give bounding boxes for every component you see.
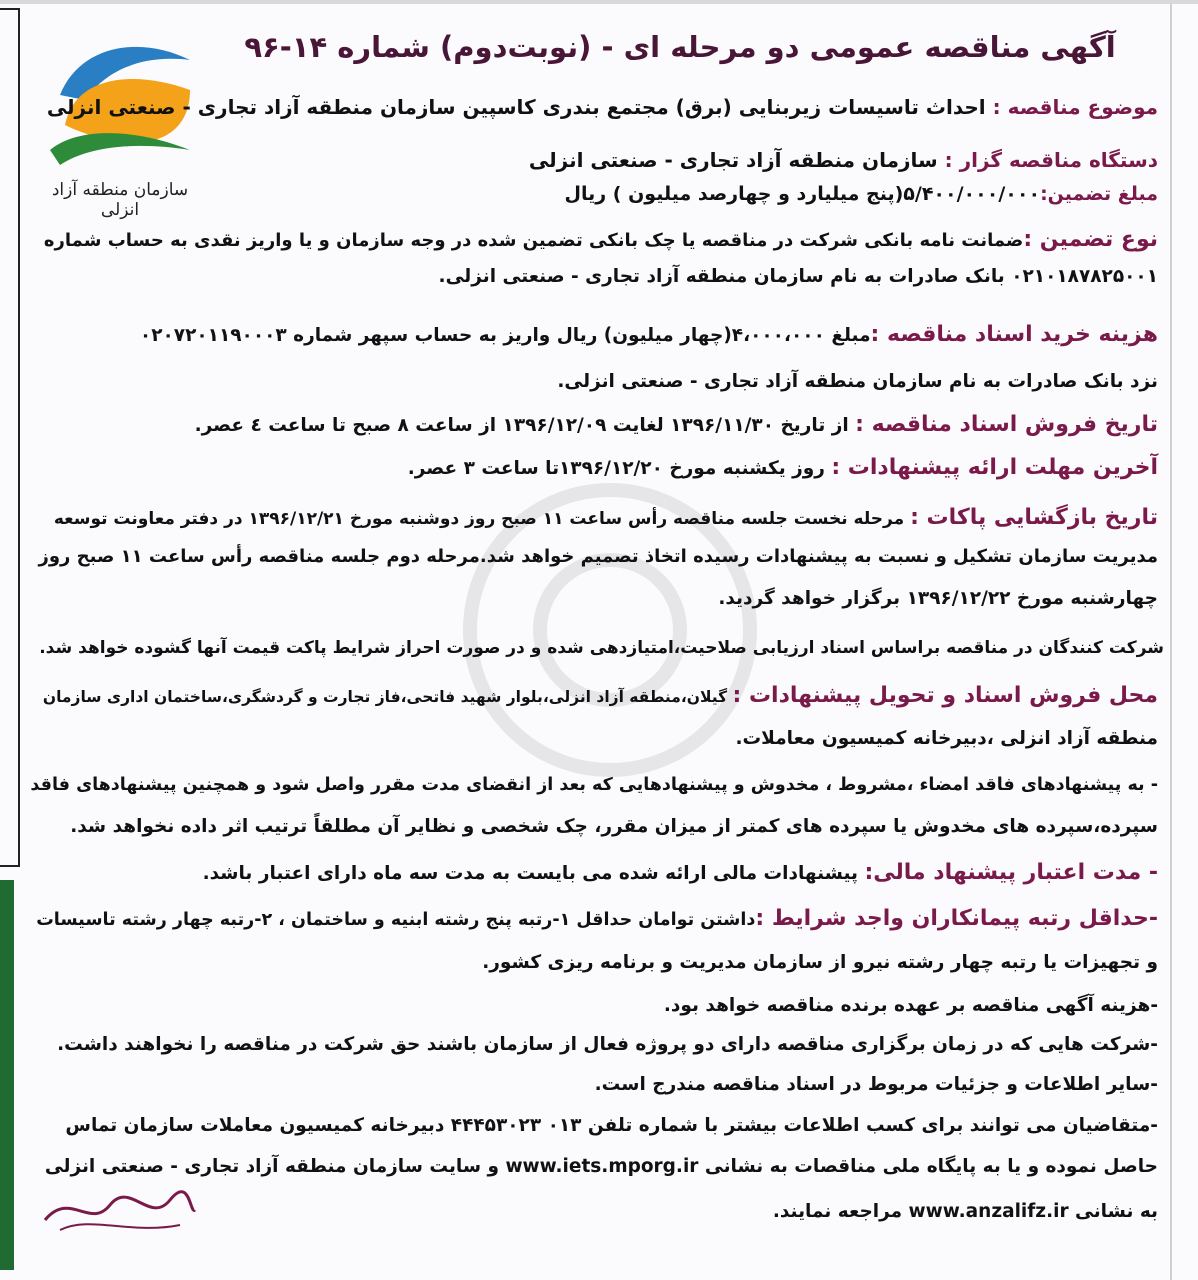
field-text: نزد بانک صادرات به نام سازمان منطقه آزاد تجاری - صنعتی انزلی. <box>557 371 1158 392</box>
text-line <box>140 322 1158 347</box>
text-line <box>36 906 1158 931</box>
field-text: منطقه آزاد انزلی ،دبیرخانه کمیسیون معاملات. <box>735 728 1158 749</box>
field-text: احداث تاسیسات زیربنایی (برق) مجتمع بندری کاسپین سازمان منطقه آزاد تجاری - صنعتی انزلی <box>46 95 993 119</box>
top-border <box>0 0 1198 4</box>
text-line <box>54 505 1158 530</box>
page-title: آگهی مناقصه عمومی دو مرحله ای - (نوبت‌دوم) شماره ۱۴-۹۶ <box>244 30 1116 64</box>
field-text: ۵/۴۰۰/۰۰۰/۰۰۰(پنج میلیارد و چهارصد میلیون ) ریال <box>564 183 1041 205</box>
field-text: مرحله نخست جلسه مناقصه رأس ساعت ۱۱ صبح روز دوشنبه مورخ ۱۳۹۶/۱۲/۲۱ در دفتر معاونت توسعه <box>53 509 911 529</box>
field-text: داشتن توامان حداقل ۱-رتبه پنج رشته ابنیه و ساختمان ، ۲-رتبه چهار رشته تاسیسات <box>36 910 756 930</box>
field-text: -سایر اطلاعات و جزئیات مربوط در اسناد مناقصه مندرج است. <box>594 1074 1158 1095</box>
field-text: مبلغ ۴،۰۰۰،۰۰۰(چهار میلیون) ریال واریز به حساب سپهر شماره ۰۲۰۷۲۰۱۱۹۰۰۰۳ <box>139 325 871 346</box>
field-text: مدیریت سازمان تشکیل و نسبت به پیشنهادات رسیده اتخاذ تصمیم خواهد شد.مرحله دوم جلسه مناقصه رأس ساعت ۱۱ صبح روز <box>38 546 1158 567</box>
field-label: نوع تضمین : <box>1023 227 1158 252</box>
logo-text: سازمان منطقه آزاد انزلی <box>51 180 189 220</box>
left-frame <box>0 8 20 867</box>
field-text: و تجهیزات یا رتبه چهار رشته نیرو از سازمان مدیریت و برنامه ریزی کشور. <box>482 952 1158 973</box>
field-text: -متقاضیان می توانند برای کسب اطلاعات بیشتر با شماره تلفن ۰۱۳ ۴۴۴۵۳۰۲۳ دبیرخانه کمیسیون معاملات سازمان تماس <box>65 1115 1158 1136</box>
text-line <box>557 371 1158 392</box>
field-text: از تاریخ ۱۳۹۶/۱۱/۳۰ لغایت ۱۳۹۶/۱۲/۰۹ از ساعت ۸ صبح تا ساعت ٤ عصر. <box>194 415 856 436</box>
signature-stamp <box>40 1180 200 1240</box>
text-line <box>45 1156 1158 1177</box>
field-text: روز یکشنبه مورخ ۱۳۹۶/۱۲/۲۰تا ساعت ۳ عصر. <box>407 458 832 479</box>
field-text: شرکت کنندگان در مناقصه براساس اسناد ارزیابی صلاحیت،امتیازدهی شده و در صورت احراز شرایط پاکت قیمت آنها گشوده خواهد شد. <box>39 638 1164 658</box>
field-text: حاصل نموده و یا به پایگاه ملی مناقصات به نشانی www.iets.mporg.ir و سایت سازمان منطقه آزاد تجاری - صنعتی انزلی <box>44 1156 1158 1177</box>
field-text: پیشنهادات مالی ارائه شده می بایست به مدت سه ماه دارای اعتبار باشد. <box>202 863 865 884</box>
field-label: محل فروش اسناد و تحویل پیشنهادات : <box>732 683 1158 708</box>
field-text: به نشانی www.anzalifz.ir مراجعه نمایند. <box>772 1201 1158 1222</box>
field-text: - به پیشنهادهای فاقد امضاء ،مشروط ، مخدوش و پیشنهادهایی که بعد از انقضای مدت مقرر واصل شود و همچنین پیشنهادهای فاقد <box>30 775 1158 795</box>
field-text: سپرده،سپرده های مخدوش یا سپرده های کمتر از میزان مقرر، چک شخصی و نظایر آن مطلقاً ترتیب اثر داده نخواهد شد. <box>70 816 1158 837</box>
text-line <box>529 148 1158 172</box>
text-line <box>736 728 1158 749</box>
text-line <box>70 816 1158 837</box>
text-line <box>439 266 1158 287</box>
text-line <box>195 412 1158 437</box>
field-label: مبلغ تضمین: <box>1040 183 1158 205</box>
text-line <box>773 1201 1158 1222</box>
organization-logo <box>40 30 200 220</box>
field-text: -هزینه آگهی مناقصه بر عهده برنده مناقصه خواهد بود. <box>663 995 1158 1016</box>
text-line <box>595 1074 1158 1095</box>
text-line <box>65 1115 1158 1136</box>
text-line <box>44 227 1158 252</box>
field-label: - مدت اعتبار پیشنهاد مالی: <box>864 860 1158 885</box>
text-line <box>57 1034 1158 1055</box>
field-text: سازمان منطقه آزاد تجاری - صنعتی انزلی <box>528 148 945 172</box>
field-text: ضمانت نامه بانکی شرکت در مناقصه یا چک بانکی تضمین شده در وجه سازمان و یا واریز نقدی به حساب شماره <box>43 230 1024 251</box>
field-text: گیلان،منطقه آزاد انزلی،بلوار شهید فاتحی،فاز تجارت و گردشگری،ساختمان اداری سازمان <box>42 688 733 706</box>
text-line <box>564 183 1158 205</box>
field-text: -شرکت هایی که در زمان برگزاری مناقصه دارای دو پروژه فعال از سازمان باشند حق شرکت در مناقصه را نخواهند داشت. <box>57 1034 1158 1055</box>
field-label: هزینه خرید اسناد مناقصه : <box>870 322 1158 347</box>
right-border <box>1170 4 1172 1280</box>
field-label: -حداقل رتبه پیمانکاران واجد شرایط : <box>755 906 1158 931</box>
text-line <box>482 952 1158 973</box>
text-line <box>408 455 1158 480</box>
field-text: ۰۲۱۰۱۸۷۸۲۵۰۰۱ بانک صادرات به نام سازمان منطقه آزاد تجاری - صنعتی انزلی. <box>438 266 1158 287</box>
text-line <box>38 546 1158 567</box>
field-label: تاریخ بازگشایی پاکات : <box>910 505 1158 530</box>
text-line <box>664 995 1158 1016</box>
text-line <box>39 638 1164 658</box>
field-text: چهارشنبه مورخ ۱۳۹۶/۱۲/۲۲ برگزار خواهد گردید. <box>718 588 1158 609</box>
text-line <box>718 588 1158 609</box>
field-label: دستگاه مناقصه گزار : <box>944 148 1158 172</box>
text-line <box>30 775 1158 795</box>
text-line <box>43 683 1158 708</box>
text-line <box>203 860 1158 885</box>
field-label: تاریخ فروش اسناد مناقصه : <box>855 412 1158 437</box>
left-green-bar <box>0 880 14 1270</box>
field-label: موضوع مناقصه : <box>992 95 1158 119</box>
text-line <box>47 95 1158 119</box>
field-label: آخرین مهلت ارائه پیشنهادات : <box>831 455 1158 480</box>
